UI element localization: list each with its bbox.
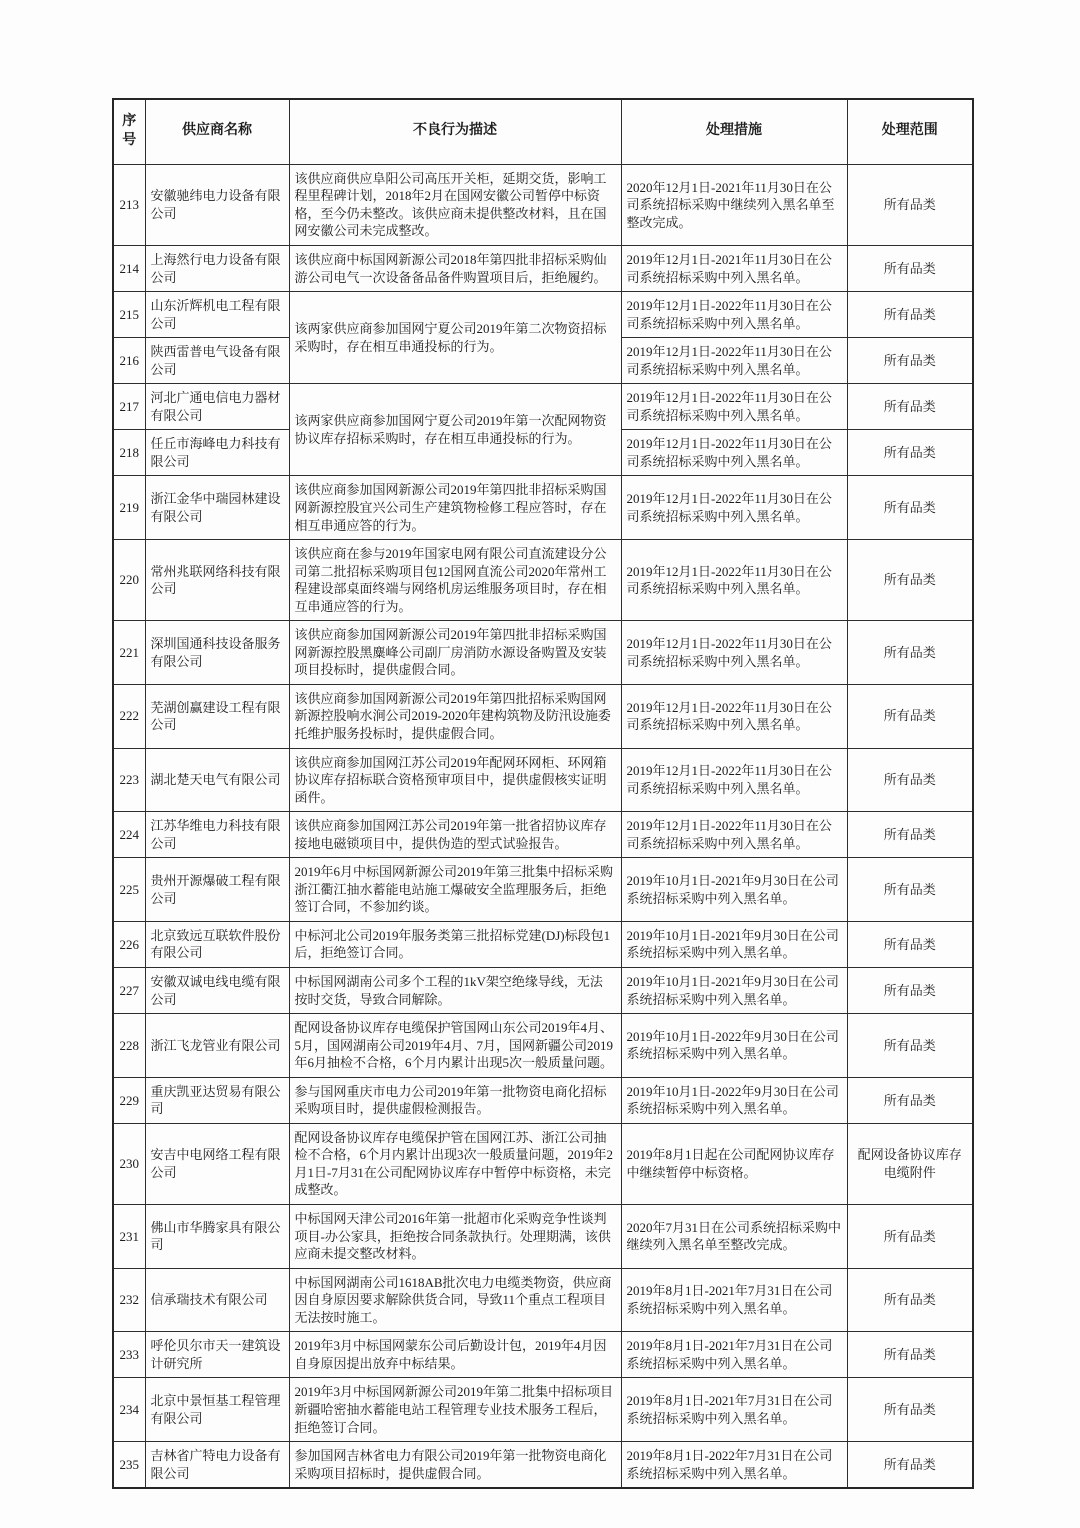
cell-serial-number: 231 (113, 1205, 145, 1269)
table-header (113, 99, 973, 164)
cell-bad-behavior: 2019年6月中标国网新源公司2019年第三批集中招标采购浙江衢江抽水蓄能电站施工爆破安全监理服务后，拒绝签订合同，不参加约谈。 (289, 858, 621, 922)
cell-measures: 2019年12月1日-2022年11月30日在公司系统招标采购中列入黑名单。 (621, 430, 847, 476)
cell-supplier-name: 常州兆联网络科技有限公司 (145, 540, 289, 621)
cell-measures: 2019年12月1日-2021年11月30日在公司系统招标采购中列入黑名单。 (621, 245, 847, 291)
table-row (113, 164, 973, 245)
cell-measures: 2019年12月1日-2022年11月30日在公司系统招标采购中列入黑名单。 (621, 292, 847, 338)
table-row (113, 968, 973, 1014)
cell-serial-number: 217 (113, 384, 145, 430)
cell-measures: 2019年10月1日-2021年9月30日在公司系统招标采购中列入黑名单。 (621, 968, 847, 1014)
cell-measures: 2019年8月1日-2021年7月31日在公司系统招标采购中列入黑名单。 (621, 1268, 847, 1332)
cell-scope: 所有品类 (847, 858, 973, 922)
cell-bad-behavior: 中标国网天津公司2016年第一批超市化采购竞争性谈判项目-办公家具，拒绝按合同条款执行。处理期满，该供应商未提交整改材料。 (289, 1205, 621, 1269)
cell-measures: 2019年12月1日-2022年11月30日在公司系统招标采购中列入黑名单。 (621, 812, 847, 858)
header-measures: 处理措施 (621, 99, 847, 164)
header-scope: 处理范围 (847, 99, 973, 164)
cell-supplier-name: 山东沂辉机电工程有限公司 (145, 292, 289, 338)
cell-serial-number: 223 (113, 748, 145, 812)
cell-serial-number: 214 (113, 245, 145, 291)
cell-supplier-name: 佛山市华腾家具有限公司 (145, 1205, 289, 1269)
cell-supplier-name: 重庆凯亚达贸易有限公司 (145, 1077, 289, 1123)
table-row (113, 1014, 973, 1078)
cell-scope: 所有品类 (847, 1378, 973, 1442)
cell-bad-behavior: 2019年3月中标国网新源公司2019年第二批集中招标项目新疆哈密抽水蓄能电站工程管理专业技术服务工程后，拒绝签订合同。 (289, 1378, 621, 1442)
cell-bad-behavior: 配网设备协议库存电缆保护管国网山东公司2019年4月、5月，国网湖南公司2019年4月、7月，国网新疆公司2019年6月抽检不合格，6个月内累计出现5次一般质量问题。 (289, 1014, 621, 1078)
table-row (113, 1205, 973, 1269)
cell-supplier-name: 河北广通电信电力器材有限公司 (145, 384, 289, 430)
table-row (113, 748, 973, 812)
cell-scope: 所有品类 (847, 540, 973, 621)
cell-supplier-name: 信承瑞技术有限公司 (145, 1268, 289, 1332)
header-bad-behavior: 不良行为描述 (289, 99, 621, 164)
cell-serial-number: 221 (113, 621, 145, 685)
cell-measures: 2019年10月1日-2022年9月30日在公司系统招标采购中列入黑名单。 (621, 1077, 847, 1123)
header-serial-number: 序号 (113, 99, 145, 164)
supplier-blacklist-table (112, 98, 974, 1489)
cell-measures: 2019年10月1日-2021年9月30日在公司系统招标采购中列入黑名单。 (621, 858, 847, 922)
cell-measures: 2019年8月1日-2022年7月31日在公司系统招标采购中列入黑名单。 (621, 1442, 847, 1489)
cell-scope: 所有品类 (847, 1442, 973, 1489)
table-row (113, 684, 973, 748)
cell-serial-number: 224 (113, 812, 145, 858)
cell-measures: 2019年12月1日-2022年11月30日在公司系统招标采购中列入黑名单。 (621, 540, 847, 621)
cell-bad-behavior: 该供应商供应阜阳公司高压开关柜，延期交货，影响工程里程碑计划，2018年2月在国网安徽公司暂停中标资格，至今仍未整改。该供应商未提供整改材料，且在国网安徽公司未完成整改。 (289, 164, 621, 245)
cell-supplier-name: 深圳国通科技设备服务有限公司 (145, 621, 289, 685)
cell-supplier-name: 吉林省广特电力设备有限公司 (145, 1442, 289, 1489)
cell-measures: 2019年8月1日起在公司配网协议库存中继续暂停中标资格。 (621, 1123, 847, 1204)
cell-bad-behavior: 该供应商在参与2019年国家电网有限公司直流建设分公司第二批招标采购项目包12国网直流公司2020年常州工程建设部桌面终端与网络机房运维服务项目时，存在相互串通应答的行为。 (289, 540, 621, 621)
cell-supplier-name: 上海然行电力设备有限公司 (145, 245, 289, 291)
cell-bad-behavior: 该供应商中标国网新源公司2018年第四批非招标采购仙游公司电气一次设备备品备件购置项目后，拒绝履约。 (289, 245, 621, 291)
cell-supplier-name: 陕西雷普电气设备有限公司 (145, 338, 289, 384)
table-row (113, 1378, 973, 1442)
table-row (113, 1268, 973, 1332)
cell-serial-number: 215 (113, 292, 145, 338)
cell-serial-number: 226 (113, 921, 145, 967)
cell-scope: 所有品类 (847, 384, 973, 430)
table-row (113, 384, 973, 430)
header-supplier-name: 供应商名称 (145, 99, 289, 164)
cell-measures: 2020年12月1日-2021年11月30日在公司系统招标采购中继续列入黑名单至整改完成。 (621, 164, 847, 245)
table-row (113, 812, 973, 858)
cell-scope: 所有品类 (847, 164, 973, 245)
cell-supplier-name: 任丘市海峰电力科技有限公司 (145, 430, 289, 476)
cell-serial-number: 230 (113, 1123, 145, 1204)
table-row (113, 476, 973, 540)
cell-scope: 所有品类 (847, 338, 973, 384)
cell-supplier-name: 江苏华维电力科技有限公司 (145, 812, 289, 858)
table-row (113, 1077, 973, 1123)
cell-bad-behavior: 该供应商参加国网江苏公司2019年配网环网柜、环网箱协议库存招标联合资格预审项目中，提供虚假核实证明函件。 (289, 748, 621, 812)
table-row (113, 1332, 973, 1378)
cell-bad-behavior: 该供应商参加国网新源公司2019年第四批招标采购国网新源控股响水涧公司2019-2020年建构筑物及防汛设施委托维护服务投标时，提供虚假合同。 (289, 684, 621, 748)
cell-bad-behavior: 中标国网湖南公司多个工程的1kV架空绝缘导线，无法按时交货，导致合同解除。 (289, 968, 621, 1014)
header-row (113, 99, 973, 164)
cell-measures: 2019年10月1日-2022年9月30日在公司系统招标采购中列入黑名单。 (621, 1014, 847, 1078)
cell-scope: 所有品类 (847, 476, 973, 540)
cell-supplier-name: 浙江飞龙管业有限公司 (145, 1014, 289, 1078)
cell-measures: 2019年12月1日-2022年11月30日在公司系统招标采购中列入黑名单。 (621, 384, 847, 430)
cell-scope: 所有品类 (847, 292, 973, 338)
cell-scope: 所有品类 (847, 684, 973, 748)
cell-measures: 2019年8月1日-2021年7月31日在公司系统招标采购中列入黑名单。 (621, 1378, 847, 1442)
cell-serial-number: 220 (113, 540, 145, 621)
table-row (113, 540, 973, 621)
cell-bad-behavior: 该供应商参加国网新源公司2019年第四批非招标采购国网新源控股黑麋峰公司副厂房消防水源设备购置及安装项目投标时，提供虚假合同。 (289, 621, 621, 685)
cell-serial-number: 225 (113, 858, 145, 922)
cell-measures: 2019年12月1日-2022年11月30日在公司系统招标采购中列入黑名单。 (621, 748, 847, 812)
cell-supplier-name: 芜湖创赢建设工程有限公司 (145, 684, 289, 748)
table-row (113, 858, 973, 922)
cell-scope: 所有品类 (847, 430, 973, 476)
cell-supplier-name: 北京致远互联软件股份有限公司 (145, 921, 289, 967)
table-row (113, 292, 973, 338)
cell-serial-number: 213 (113, 164, 145, 245)
cell-bad-behavior: 该供应商参加国网江苏公司2019年第一批省招协议库存接地电磁锁项目中，提供伪造的型式试验报告。 (289, 812, 621, 858)
cell-measures: 2019年12月1日-2022年11月30日在公司系统招标采购中列入黑名单。 (621, 338, 847, 384)
cell-scope: 所有品类 (847, 968, 973, 1014)
cell-bad-behavior: 参与国网重庆市电力公司2019年第一批物资电商化招标采购项目时，提供虚假检测报告。 (289, 1077, 621, 1123)
cell-serial-number: 222 (113, 684, 145, 748)
cell-serial-number: 219 (113, 476, 145, 540)
cell-supplier-name: 贵州开源爆破工程有限公司 (145, 858, 289, 922)
cell-bad-behavior: 参加国网吉林省电力有限公司2019年第一批物资电商化采购项目招标时，提供虚假合同。 (289, 1442, 621, 1489)
cell-scope: 配网设备协议库存电缆附件 (847, 1123, 973, 1204)
table-row (113, 1442, 973, 1489)
cell-scope: 所有品类 (847, 1014, 973, 1078)
cell-measures: 2019年12月1日-2022年11月30日在公司系统招标采购中列入黑名单。 (621, 621, 847, 685)
cell-measures: 2019年10月1日-2021年9月30日在公司系统招标采购中列入黑名单。 (621, 921, 847, 967)
cell-bad-behavior: 中标河北公司2019年服务类第三批招标党建(DJ)标段包1后，拒绝签订合同。 (289, 921, 621, 967)
cell-scope: 所有品类 (847, 1332, 973, 1378)
table-row (113, 621, 973, 685)
cell-scope: 所有品类 (847, 1205, 973, 1269)
cell-scope: 所有品类 (847, 921, 973, 967)
cell-serial-number: 227 (113, 968, 145, 1014)
cell-bad-behavior: 2019年3月中标国网蒙东公司后勤设计包，2019年4月因自身原因提出放弃中标结果。 (289, 1332, 621, 1378)
cell-serial-number: 232 (113, 1268, 145, 1332)
cell-serial-number: 216 (113, 338, 145, 384)
cell-measures: 2019年12月1日-2022年11月30日在公司系统招标采购中列入黑名单。 (621, 684, 847, 748)
cell-supplier-name: 湖北楚天电气有限公司 (145, 748, 289, 812)
cell-serial-number: 229 (113, 1077, 145, 1123)
cell-supplier-name: 安吉中电网络工程有限公司 (145, 1123, 289, 1204)
cell-scope: 所有品类 (847, 245, 973, 291)
cell-measures: 2020年7月31日在公司系统招标采购中继续列入黑名单至整改完成。 (621, 1205, 847, 1269)
cell-measures: 2019年8月1日-2021年7月31日在公司系统招标采购中列入黑名单。 (621, 1332, 847, 1378)
cell-scope: 所有品类 (847, 812, 973, 858)
cell-supplier-name: 安徽双诚电线电缆有限公司 (145, 968, 289, 1014)
cell-scope: 所有品类 (847, 621, 973, 685)
cell-serial-number: 233 (113, 1332, 145, 1378)
cell-supplier-name: 呼伦贝尔市天一建筑设计研究所 (145, 1332, 289, 1378)
cell-supplier-name: 安徽驰纬电力设备有限公司 (145, 164, 289, 245)
cell-serial-number: 228 (113, 1014, 145, 1078)
table-row (113, 245, 973, 291)
cell-bad-behavior: 该两家供应商参加国网宁夏公司2019年第二次物资招标采购时，存在相互串通投标的行为。 (289, 292, 621, 384)
cell-bad-behavior: 中标国网湖南公司1618AB批次电力电缆类物资，供应商因自身原因要求解除供货合同，导致11个重点工程项目无法按时施工。 (289, 1268, 621, 1332)
table-row (113, 1123, 973, 1204)
cell-supplier-name: 北京中景恒基工程管理有限公司 (145, 1378, 289, 1442)
cell-serial-number: 234 (113, 1378, 145, 1442)
cell-bad-behavior: 该两家供应商参加国网宁夏公司2019年第一次配网物资协议库存招标采购时，存在相互串通投标的行为。 (289, 384, 621, 476)
cell-supplier-name: 浙江金华中瑞园林建设有限公司 (145, 476, 289, 540)
table-row (113, 921, 973, 967)
table-body (113, 164, 973, 1488)
cell-measures: 2019年12月1日-2022年11月30日在公司系统招标采购中列入黑名单。 (621, 476, 847, 540)
cell-serial-number: 235 (113, 1442, 145, 1489)
cell-scope: 所有品类 (847, 748, 973, 812)
cell-serial-number: 218 (113, 430, 145, 476)
cell-bad-behavior: 该供应商参加国网新源公司2019年第四批非招标采购国网新源控股宜兴公司生产建筑物检修工程应答时，存在相互串通应答的行为。 (289, 476, 621, 540)
cell-bad-behavior: 配网设备协议库存电缆保护管在国网江苏、浙江公司抽检不合格，6个月内累计出现3次一般质量问题，2019年2月1日-7月31在公司配网协议库存中暂停中标资格，未完成整改。 (289, 1123, 621, 1204)
cell-scope: 所有品类 (847, 1268, 973, 1332)
cell-scope: 所有品类 (847, 1077, 973, 1123)
